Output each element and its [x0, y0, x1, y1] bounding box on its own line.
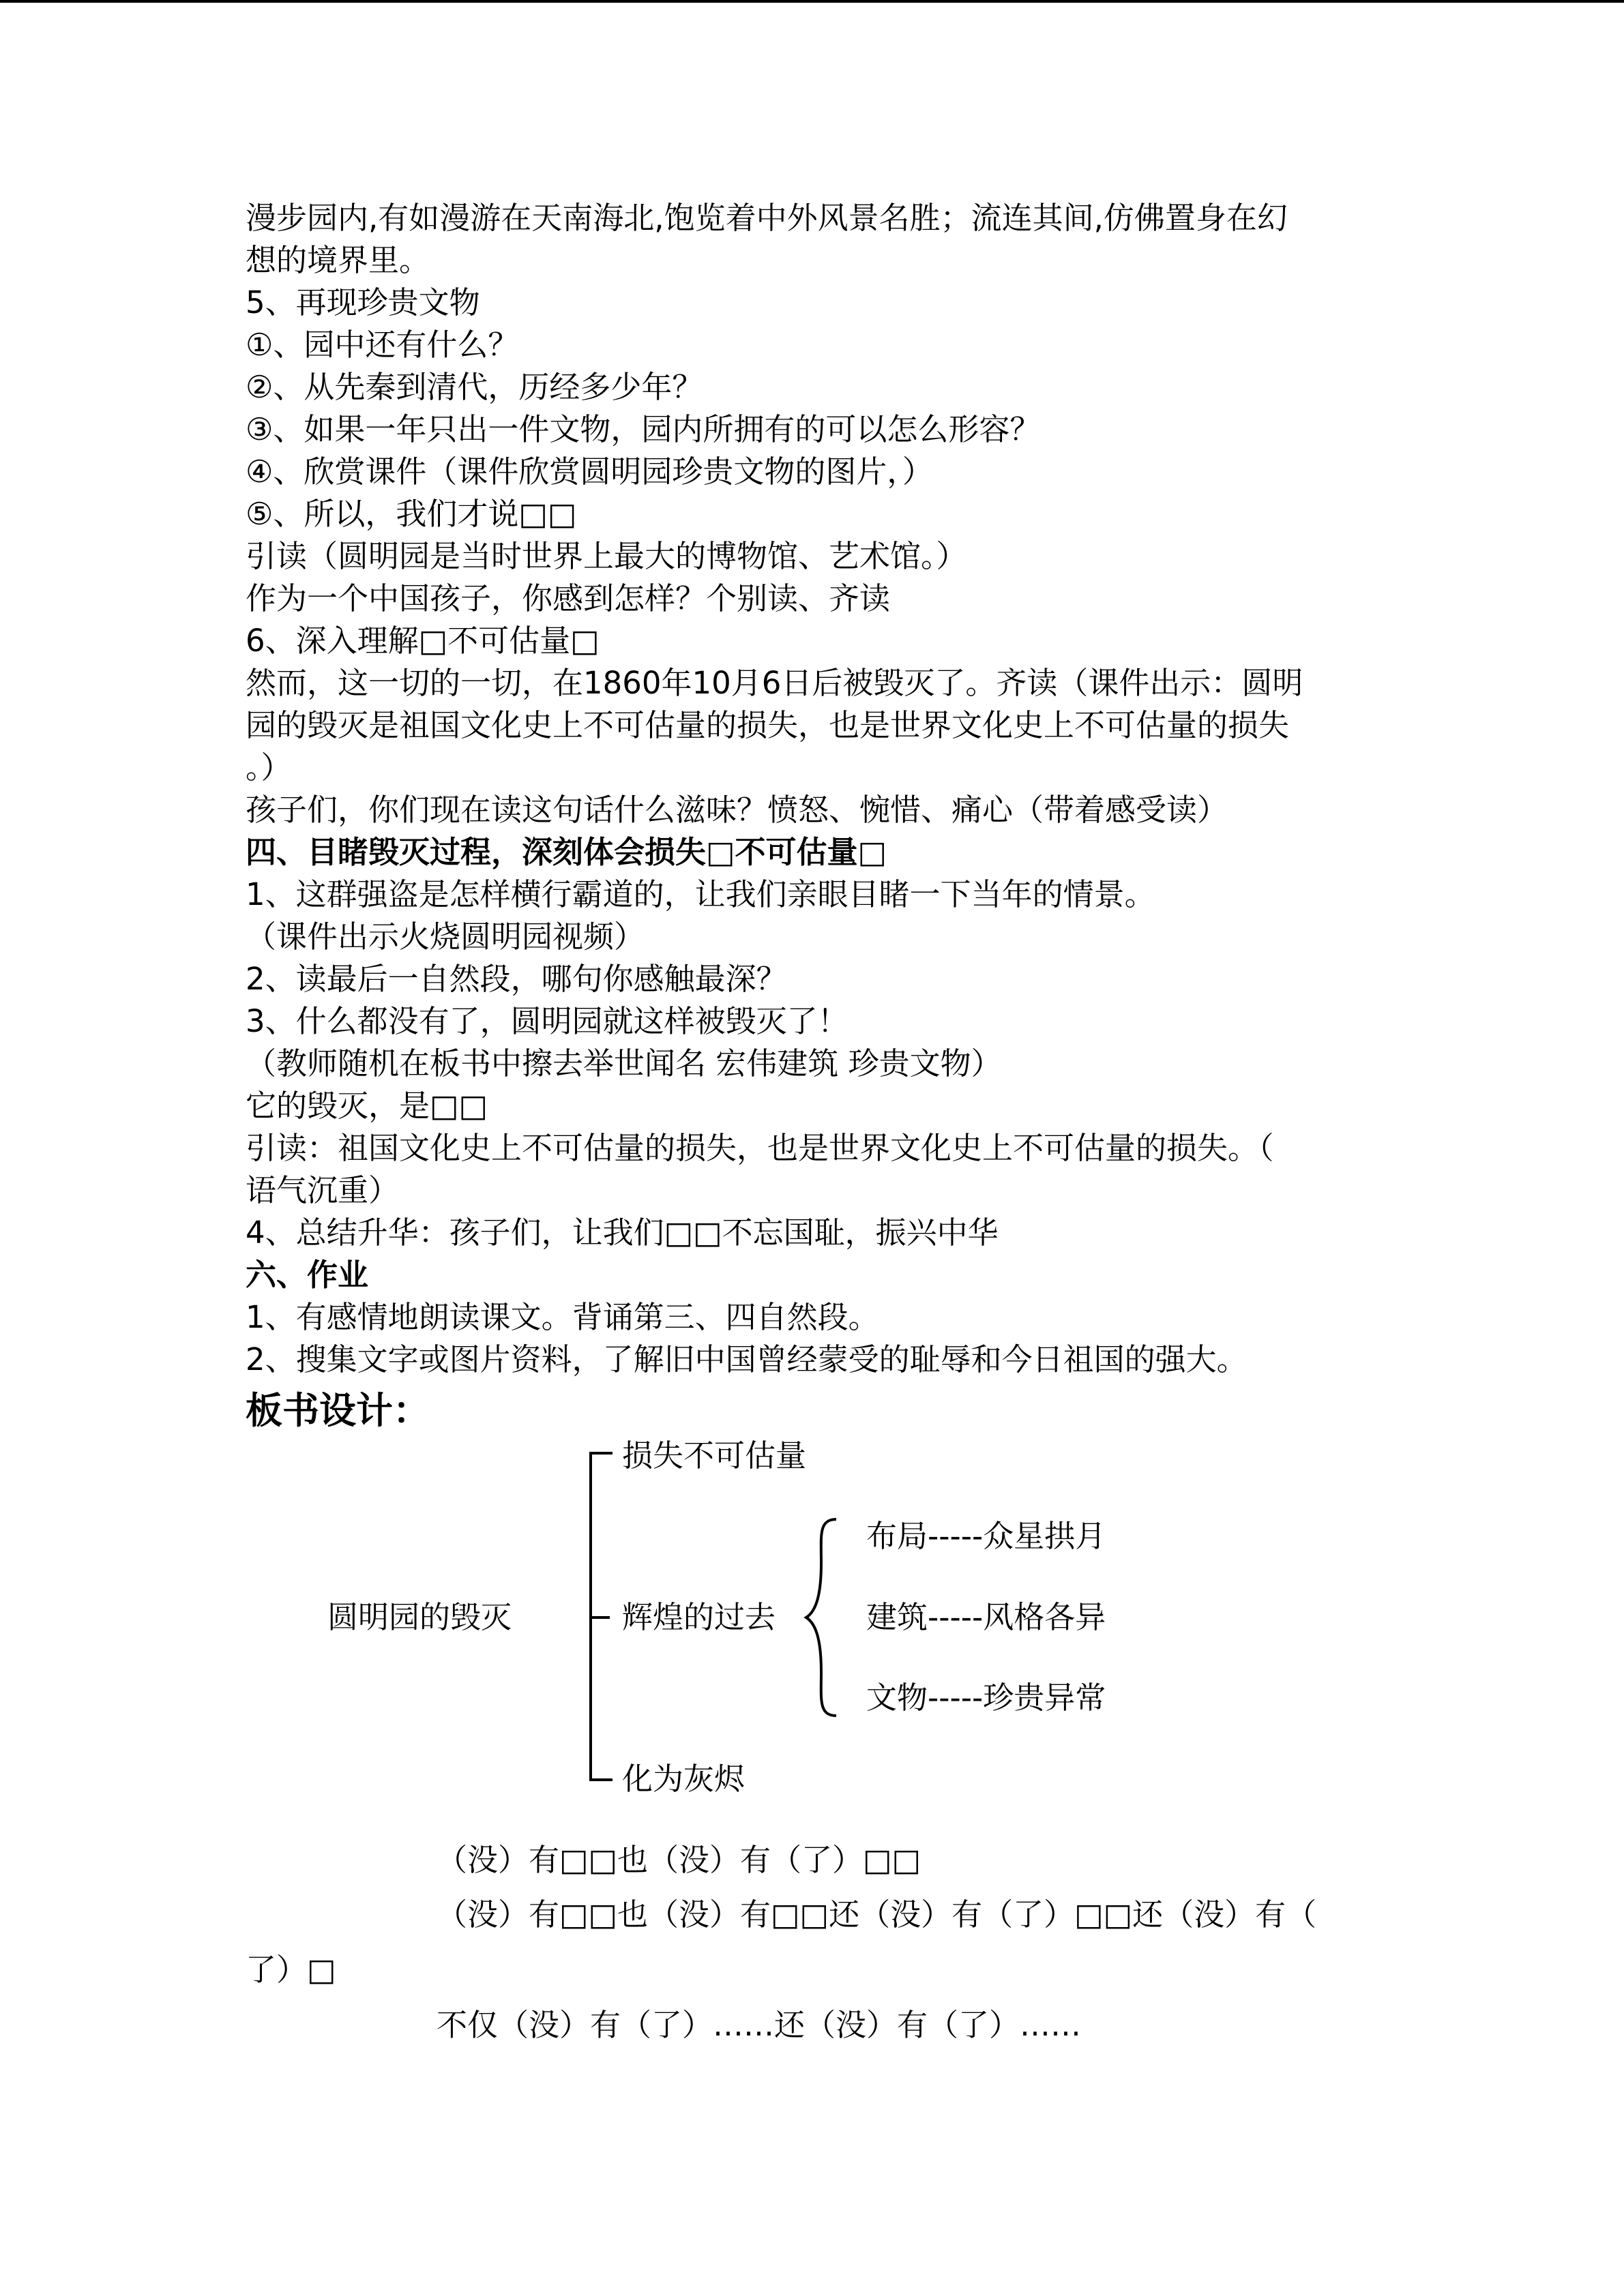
- text-line: ②、从先秦到清代，历经多少年？: [246, 369, 703, 405]
- text-line: 漫步园内,有如漫游在天南海北,饱览着中外风景名胜；流连其间,仿佛置身在幻: [246, 200, 1288, 236]
- text-line: 引读：祖国文化史上不可估量的损失，也是世界文化史上不可估量的损失。（: [246, 1130, 1274, 1166]
- pattern-line: （没）有□□也（没）有（了）□□: [437, 1842, 921, 1878]
- board-sub-item: 布局-----众星拱月: [866, 1518, 1106, 1554]
- text-line: （课件出示火烧圆明园视频）: [246, 919, 645, 955]
- section-heading: 6、深入理解□不可估量□: [246, 623, 600, 659]
- text-line: ①、园中还有什么？: [246, 327, 519, 363]
- board-branch-mid: 辉煌的过去: [622, 1599, 776, 1635]
- board-branch-top: 损失不可估量: [622, 1437, 807, 1474]
- text-line: 1、有感情地朗读课文。背诵第三、四自然段。: [246, 1299, 879, 1335]
- pattern-line: （没）有□□也（没）有□□还（没）有（了）□□还（没）有（: [437, 1896, 1317, 1933]
- text-line: ⑤、所以，我们才说□□: [246, 496, 577, 532]
- text-line: 园的毁灭是祖国文化史上不可估量的损失，也是世界文化史上不可估量的损失: [246, 707, 1290, 743]
- text-line: 4、总结升华：孩子们，让我们□□不忘国耻，振兴中华: [246, 1214, 999, 1251]
- text-line: 想的境界里。: [246, 242, 430, 278]
- part-heading: 六、作业: [246, 1257, 369, 1293]
- pattern-line: 不仅（没）有（了）……还（没）有（了）……: [437, 2007, 1082, 2043]
- board-design-heading: 板书设计：: [246, 1389, 430, 1432]
- part-heading: 四、目睹毁灭过程，深刻体会损失□不可估量□: [246, 834, 887, 870]
- text-line: 2、搜集文字或图片资料，了解旧中国曾经蒙受的耻辱和今日祖国的强大。: [246, 1341, 1247, 1377]
- pattern-line: 了）□: [246, 1952, 336, 1988]
- text-line: 它的毁灭，是□□: [246, 1088, 488, 1124]
- text-line: 孩子们，你们现在读这句话什么滋味？愤怒、惋惜、痛心（带着感受读）: [246, 792, 1228, 828]
- text-line: 。）: [246, 749, 292, 786]
- text-line: 然而，这一切的一切，在1860年10月6日后被毁灭了。齐读（课件出示：圆明: [246, 665, 1303, 701]
- text-line: 语气沉重）: [246, 1172, 400, 1208]
- text-line: ④、欣赏课件（课件欣赏圆明园珍贵文物的图片，）: [246, 453, 933, 490]
- page-top-border: [0, 0, 1624, 3]
- board-sub-item: 建筑-----风格各异: [866, 1599, 1106, 1635]
- text-line: 2、读最后一自然段，哪句你感触最深？: [246, 961, 787, 997]
- board-branch-bottom: 化为灰烬: [622, 1761, 745, 1797]
- text-line: 作为一个中国孩子，你感到怎样？个别读、齐读: [246, 580, 891, 616]
- text-line: 3、什么都没有了，圆明园就这样被毁灭了！: [246, 1003, 848, 1039]
- text-line: ③、如果一年只出一件文物，园内所拥有的可以怎么形容？: [246, 411, 1041, 447]
- section-heading: 5、再现珍贵文物: [246, 284, 480, 320]
- text-line: （教师随机在板书中擦去举世闻名 宏伟建筑 珍贵文物）: [246, 1045, 1002, 1082]
- bracket-tick: [589, 1616, 610, 1619]
- curly-brace-icon: [803, 1515, 851, 1720]
- text-line: 引读（圆明园是当时世界上最大的博物馆、艺术馆。）: [246, 538, 967, 574]
- text-line: 1、这群强盗是怎样横行霸道的，让我们亲眼目睹一下当年的情景。: [246, 876, 1155, 912]
- board-sub-item: 文物-----珍贵异常: [866, 1680, 1106, 1716]
- board-root: 圆明园的毁灭: [327, 1599, 512, 1635]
